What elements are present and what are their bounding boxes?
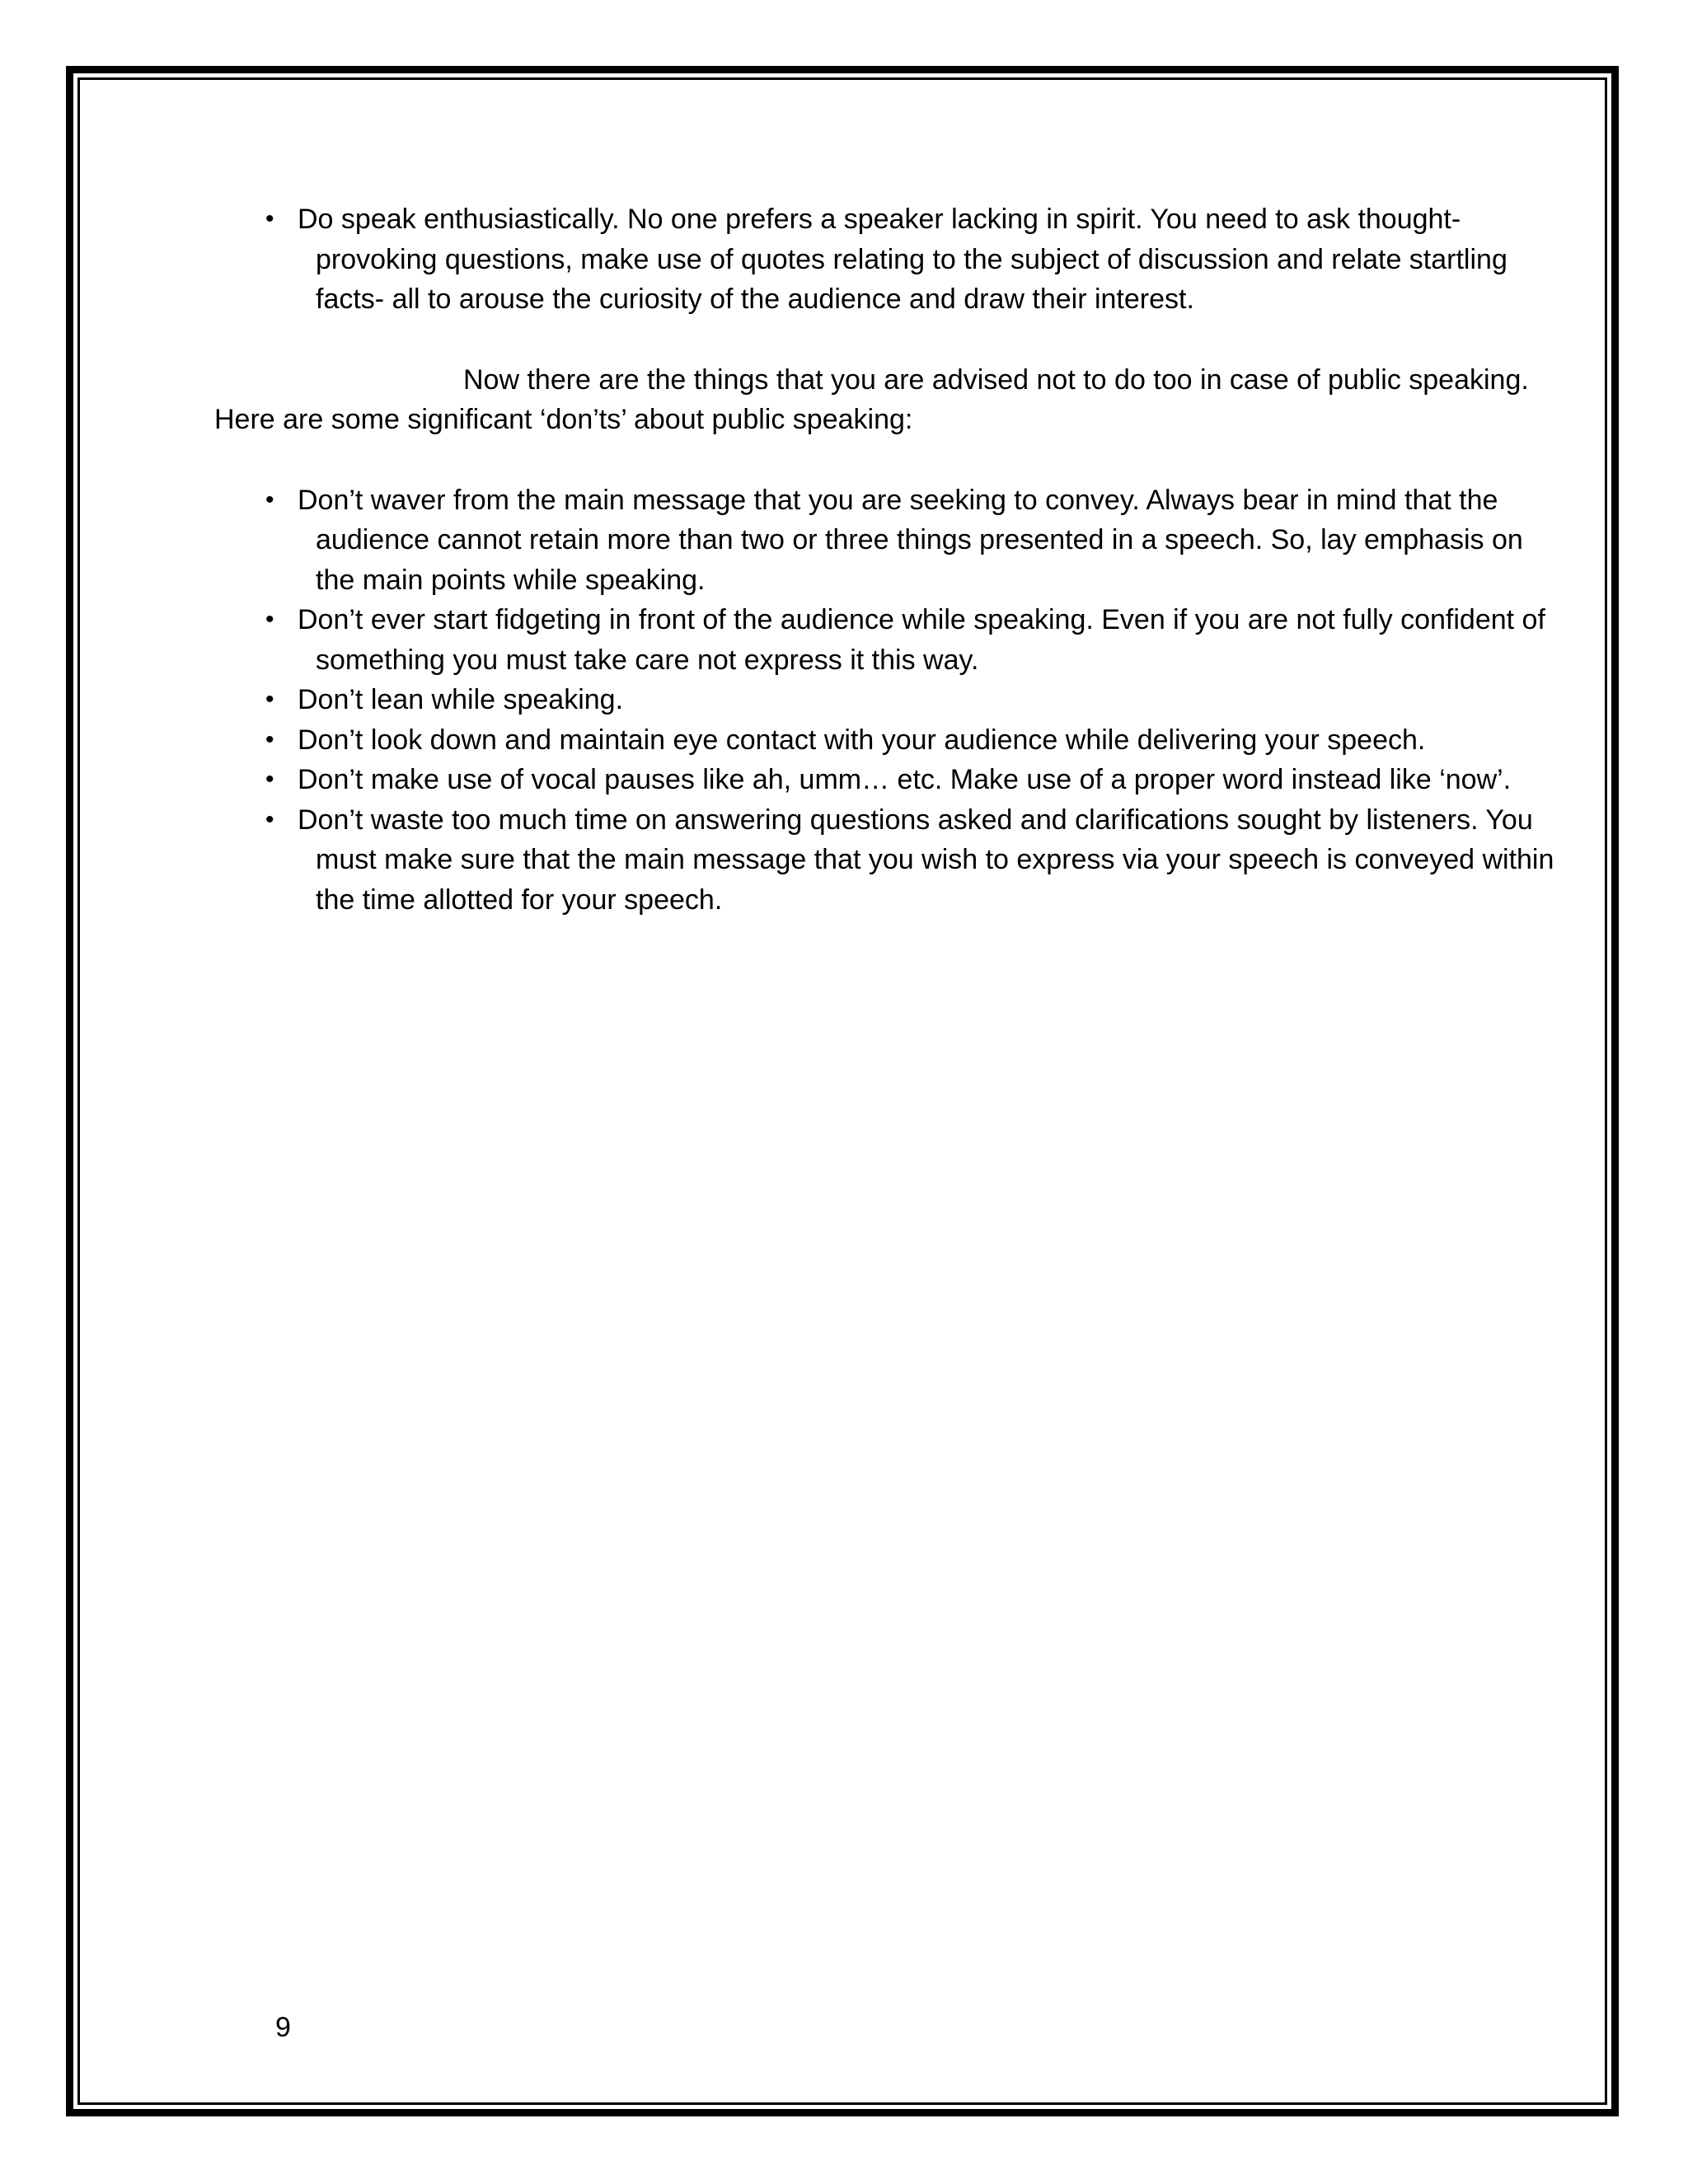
list-item [214,800,1566,921]
bullet-icon: • [265,686,274,713]
list-item-text: Don’t make use of vocal pauses like ah, umm… etc. Make use of a proper word instead like ‘now’. [298,764,1512,795]
list-item-text: Don’t look down and maintain eye contact with your audience while delivering your speech. [298,724,1426,756]
list-item-text: Do speak enthusiastically. No one prefers a speaker lacking in spirit. You need to ask thought-provoking questions, make use of quotes relating to the subject of discussion and relate startling facts- all to arouse the curiosity of the audience and draw their interest. [298,204,1507,315]
bullet-icon: • [265,485,274,513]
bullet-icon: • [265,725,274,753]
list-item-text: Don’t waver from the main message that you are seeking to convey. Always bear in mind that the audience cannot retain more than two or three things presented in a speech. So, lay emphasis on the main points while speaking. [298,484,1523,596]
page-number: 9 [275,2012,291,2043]
list-item [214,600,1566,680]
donts-list [214,480,1566,921]
bullet-icon: • [265,766,274,793]
bullet-icon: • [265,205,274,232]
bullet-icon: • [265,805,274,833]
do-list [214,199,1566,320]
list-item [214,720,1566,761]
page-content [214,199,1566,920]
list-item-text: Don’t lean while speaking. [298,684,624,715]
list-item [214,480,1566,601]
list-item-text: Don’t waste too much time on answering questions asked and clarifications sought by listeners. You must make sure that the main message that you wish to express via your speech is conveyed within the time allotted for your speech. [298,804,1554,916]
intro-paragraph-text: Now there are the things that you are advised not to do too in case of public speaking. Here are some significant ‘don’ts’ about public speaking: [214,363,1529,435]
intro-paragraph [214,360,1566,440]
list-item [214,199,1566,320]
list-item-text: Don’t ever start fidgeting in front of the audience while speaking. Even if you are not fully confident of something you must take care not express it this way. [298,604,1545,676]
bullet-icon: • [265,606,274,633]
list-item [214,680,1566,720]
list-item [214,760,1566,800]
